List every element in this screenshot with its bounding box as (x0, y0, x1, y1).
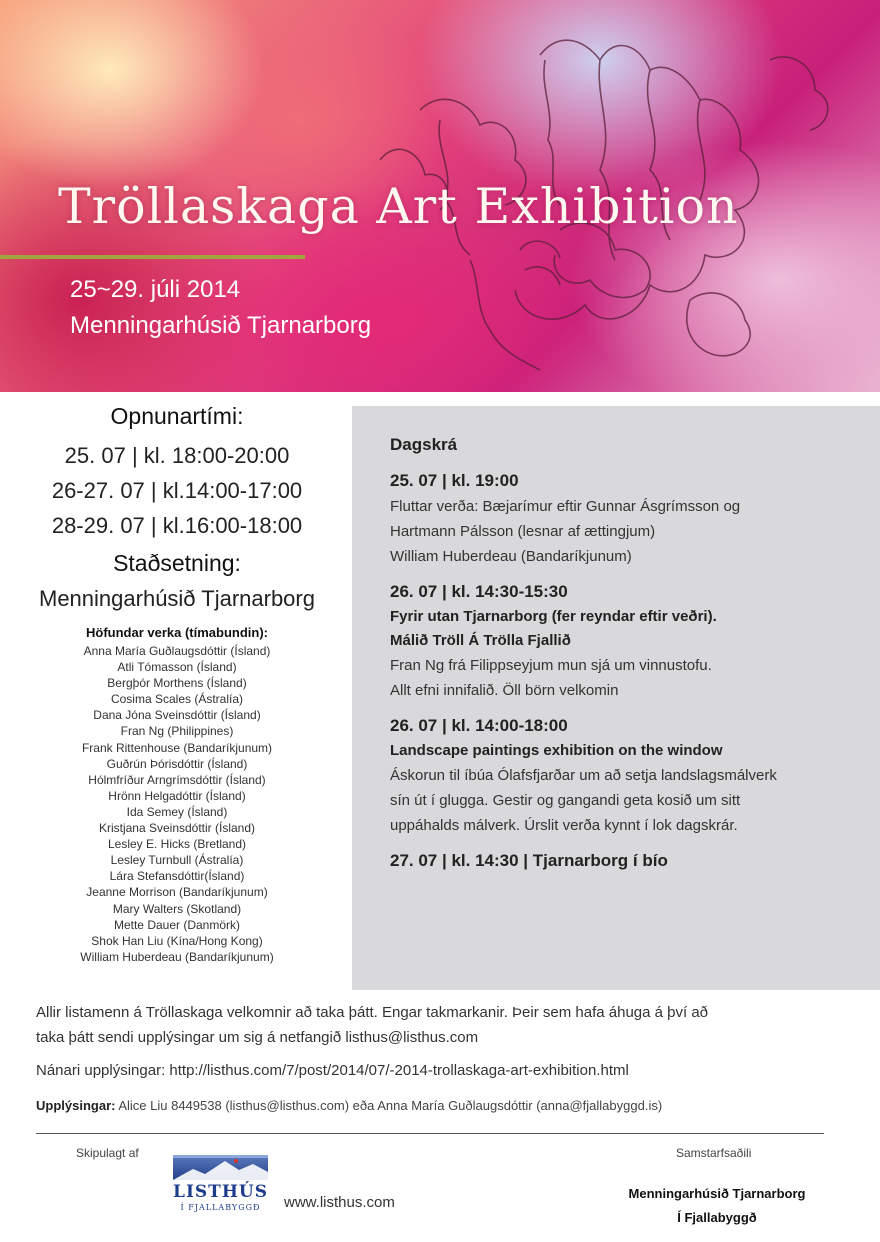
event-text: sín út í glugga. Gestir og gangandi geta kosið um sitt (390, 792, 741, 809)
partner-name-line: Menningarhúsið Tjarnarborg (628, 1186, 806, 1201)
contact-text: Alice Liu 8449538 (listhus@listhus.com) eða Anna María Guðlaugsdóttir (anna@fjallabyggd.is) (115, 1098, 663, 1113)
footer-divider (36, 1133, 824, 1134)
partner-name (602, 1182, 832, 1230)
artist-item: Shok Han Liu (Kína/Hong Kong) (91, 933, 263, 948)
opening-hours-item: 25. 07 | kl. 18:00-20:00 (64, 443, 290, 468)
location-value: Menningarhúsið Tjarnarborg (39, 586, 315, 611)
artist-item: Frank Rittenhouse (Bandaríkjunum) (81, 740, 273, 755)
event-heading: 25. 07 | kl. 19:00 (390, 471, 519, 490)
artist-item: Mary Walters (Skotland) (112, 901, 242, 916)
artist-item: Fran Ng (Philippines) (120, 724, 234, 739)
artist-item: Lesley E. Hicks (Bretland) (107, 837, 247, 852)
opening-hours-list (18, 438, 336, 543)
exhibition-title: Tröllaskaga Art Exhibition (58, 178, 739, 235)
artist-item: Lesley Turnbull (Ástralía) (110, 853, 244, 868)
event-text: Hartmann Pálsson (lesnar af ættingjum) (390, 523, 656, 540)
artist-item: Mette Dauer (Danmörk) (113, 917, 241, 932)
artist-item: Dana Jóna Sveinsdóttir (Ísland) (93, 708, 261, 723)
listhus-logo (173, 1155, 268, 1217)
exhibition-dates: 25~29. júli 2014 (70, 276, 241, 303)
event-subheading: Málið Tröll Á Trölla Fjallið (390, 632, 571, 649)
artist-item: Jeanne Morrison (Bandaríkjunum) (86, 885, 268, 900)
artist-item: William Huberdeau (Bandaríkjunum) (80, 949, 274, 964)
artist-item: Ida Semey (Ísland) (126, 804, 228, 819)
program-heading: Dagskrá (390, 435, 458, 454)
artist-item: Kristjana Sveinsdóttir (Ísland) (98, 821, 256, 836)
event-text: Fran Ng frá Filippseyjum mun sjá um vinnustofu. (390, 657, 712, 674)
program-box (352, 406, 880, 990)
logo-name: LISTHÚS (173, 1182, 268, 1202)
event-subheading: Landscape paintings exhibition on the window (390, 742, 723, 759)
program-event (390, 579, 860, 703)
event-heading: 26. 07 | kl. 14:30-15:30 (390, 582, 568, 601)
artist-item: Cosima Scales (Ástralía) (110, 692, 244, 707)
program-event (390, 468, 860, 569)
event-text: William Huberdeau (Bandaríkjunum) (390, 548, 632, 565)
event-heading: 27. 07 | kl. 14:30 | Tjarnarborg í bío (390, 851, 668, 870)
partner-label: Samstarfsaðili (676, 1146, 752, 1160)
contact-info (36, 1093, 836, 1118)
invitation-line: Allir listamenn á Tröllaskaga velkomnir að taka þátt. Engar takmarkanir. Þeir sem hafa áhuga á því að (36, 1004, 709, 1021)
event-text: Áskorun til íbúa Ólafsfjarðar um að setja landslagsmálverk (390, 767, 777, 784)
title-underline (0, 255, 305, 259)
event-subheading: Fyrir utan Tjarnarborg (fer reyndar eftir veðri). (390, 608, 717, 625)
program-event (390, 713, 860, 838)
info-column (18, 400, 336, 965)
footer-text (36, 1000, 836, 1118)
artist-item: Atli Tómasson (Ísland) (117, 660, 237, 675)
logo-subtitle: Í FJALLABYGGÐ (180, 1203, 261, 1212)
partner-name-line: Í Fjallabyggð (677, 1210, 757, 1225)
logo-mountain-icon (173, 1155, 268, 1180)
contact-label: Upplýsingar: (36, 1098, 116, 1113)
artist-item: Guðrún Þórisdóttir (Ísland) (106, 756, 248, 771)
hero-banner (0, 0, 880, 392)
more-info-link[interactable]: Nánari upplýsingar: http://listhus.com/7/post/2014/07/-2014-trollaskaga-art-exhibition.html (36, 1062, 629, 1079)
program-event (390, 848, 860, 874)
artist-item: Lára Stefansdóttir(Ísland) (109, 869, 245, 884)
event-text: uppáhalds málverk. Úrslit verða kynnt í lok dagskrár. (390, 817, 738, 834)
event-text: Fluttar verða: Bæjarímur eftir Gunnar Ásgrímsson og (390, 498, 741, 515)
location-heading: Staðsetning: (113, 550, 241, 576)
opening-hours-item: 28-29. 07 | kl.16:00-18:00 (51, 513, 303, 538)
exhibition-venue: Menningarhúsið Tjarnarborg (70, 312, 372, 339)
artist-item: Hólmfríður Arngrímsdóttir (Ísland) (88, 772, 266, 787)
event-text: Allt efni innifalið. Öll börn velkomin (390, 682, 619, 699)
event-heading: 26. 07 | kl. 14:00-18:00 (390, 716, 568, 735)
artist-item: Anna María Guðlaugsdóttir (Ísland) (83, 644, 271, 658)
opening-hours-heading: Opnunartími: (110, 403, 244, 429)
artists-heading: Höfundar verka (tímabundin): (85, 625, 268, 640)
artists-list (18, 643, 336, 965)
opening-hours-item: 26-27. 07 | kl.14:00-17:00 (51, 478, 303, 503)
artist-item: Hrönn Helgadóttir (Ísland) (108, 788, 246, 803)
organizer-label: Skipulagt af (76, 1146, 139, 1160)
website-link[interactable]: www.listhus.com (284, 1194, 395, 1211)
artist-item: Bergþór Morthens (Ísland) (107, 676, 247, 691)
invitation-line: taka þátt sendi upplýsingar um sig á netfangið listhus@listhus.com (36, 1029, 479, 1046)
